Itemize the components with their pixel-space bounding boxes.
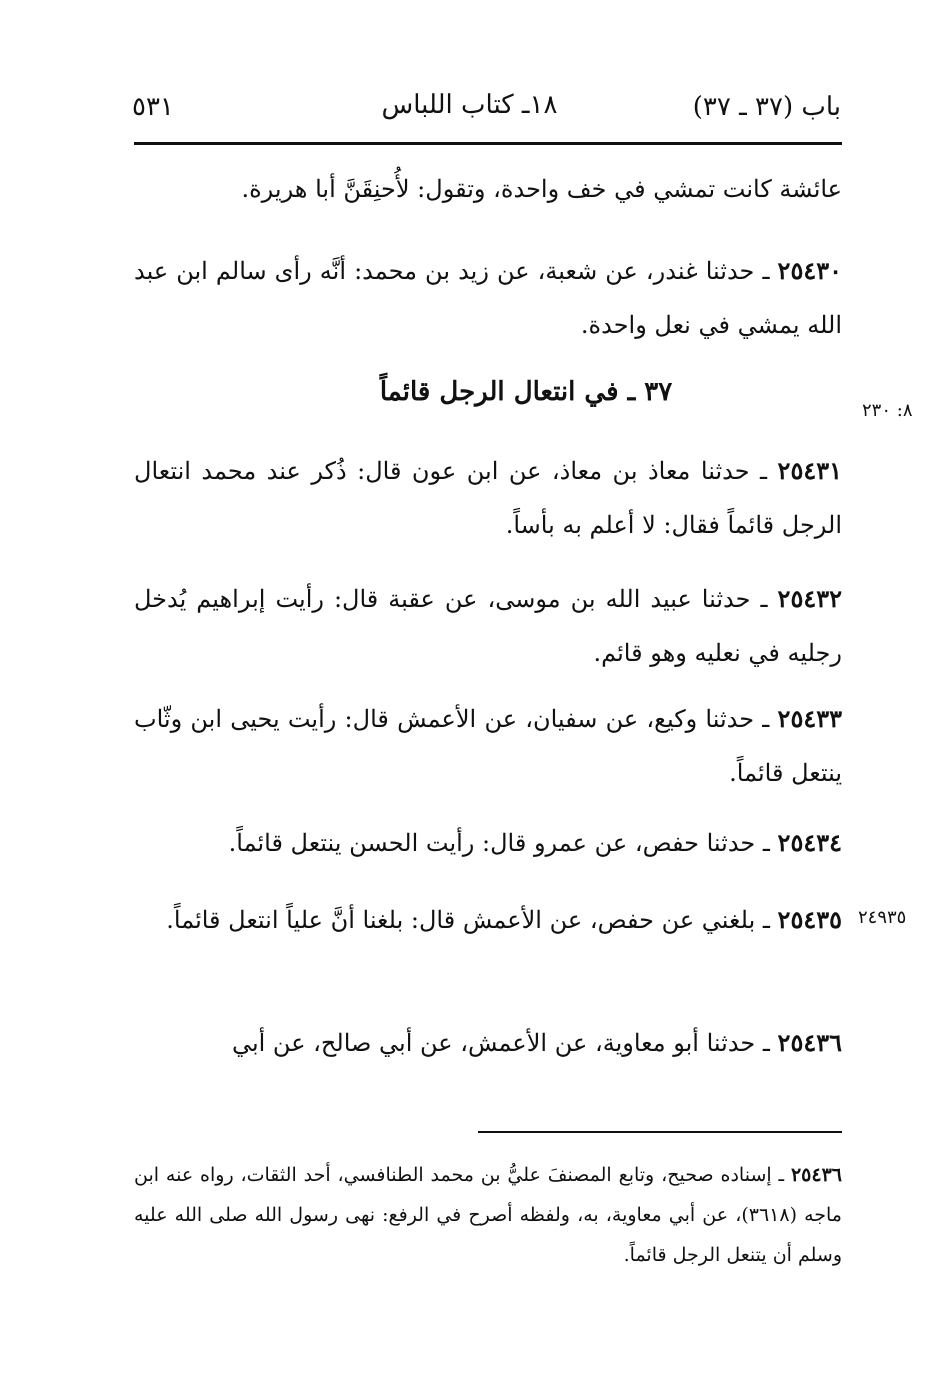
book-title: ١٨ـ كتاب اللباس: [381, 90, 558, 120]
hadith-text: ـ حدثنا عبيد الله بن موسى، عن عقبة قال: رأيت إبراهيم يُدخل رجليه في نعليه وهو قائم.: [134, 585, 842, 667]
footnote-divider: [478, 1131, 842, 1133]
hadith-number: ٢٥٤٣٥: [777, 905, 842, 934]
page-number: ٥٣١: [132, 92, 174, 122]
hadith-text: ـ بلغني عن حفص، عن الأعمش قال: بلغنا أنَّ علياً انتعل قائماً.: [166, 906, 778, 934]
hadith-number: ٢٥٤٣٠: [777, 256, 842, 285]
header-divider: [134, 142, 842, 145]
margin-volume-ref: ٨: ٢٣٠: [862, 400, 913, 421]
hadith-25435: [134, 893, 842, 947]
chapter-range: باب (٣٧ ـ ٣٧): [692, 92, 841, 122]
paragraph-continuation: [134, 162, 842, 216]
footnote: [134, 1155, 842, 1275]
hadith-25430: [134, 244, 842, 352]
paragraph-text: عائشة كانت تمشي في خف واحدة، وتقول: لأُحنِقَنَّ أبا هريرة.: [241, 175, 842, 203]
hadith-text: ـ حدثنا معاذ بن معاذ، عن ابن عون قال: ذُكر عند محمد انتعال الرجل قائماً فقال: لا أعلم به بأساً.: [134, 457, 842, 539]
section-heading: [134, 372, 842, 412]
hadith-text: ـ حدثنا حفص، عن عمرو قال: رأيت الحسن ينتعل قائماً.: [228, 829, 778, 857]
hadith-text: ـ حدثنا وكيع، عن سفيان، عن الأعمش قال: رأيت يحيى ابن وثّاب ينتعل قائماً.: [134, 705, 842, 787]
hadith-number: ٢٥٤٣٤: [777, 828, 842, 857]
hadith-25431: [134, 444, 842, 552]
hadith-25432: [134, 572, 842, 680]
hadith-number: ٢٥٤٣٣: [777, 704, 842, 733]
hadith-number: ٢٥٤٣٦: [777, 1028, 842, 1057]
footnote-number: ٢٥٤٣٦: [790, 1164, 842, 1186]
margin-hadith-ref: ٢٤٩٣٥: [858, 907, 907, 928]
hadith-25436: [134, 1016, 842, 1070]
section-heading-text: ٣٧ ـ في انتعال الرجل قائماً: [379, 377, 673, 407]
hadith-text: ـ حدثنا أبو معاوية، عن الأعمش، عن أبي صالح، عن أبي: [231, 1029, 778, 1057]
hadith-number: ٢٥٤٣١: [777, 456, 842, 485]
hadith-number: ٢٥٤٣٢: [777, 584, 842, 613]
footnote-text: ـ إسناده صحيح، وتابع المصنفَ عليُّ بن محمد الطنافسي، أحد الثقات، رواه عنه ابن ماجه (٣٦١٨)، عن أبي معاوية، به، ولفظه أصرح في الرفع: نهى رسول الله صلى الله عليه وسلم أن يتنعل الرجل قائماً.: [134, 1164, 842, 1266]
hadith-25434: [134, 816, 842, 870]
hadith-text: ـ حدثنا غندر، عن شعبة، عن زيد بن محمد: أنَّه رأى سالم ابن عبد الله يمشي في نعل واحدة.: [134, 257, 842, 339]
hadith-25433: [134, 692, 842, 800]
